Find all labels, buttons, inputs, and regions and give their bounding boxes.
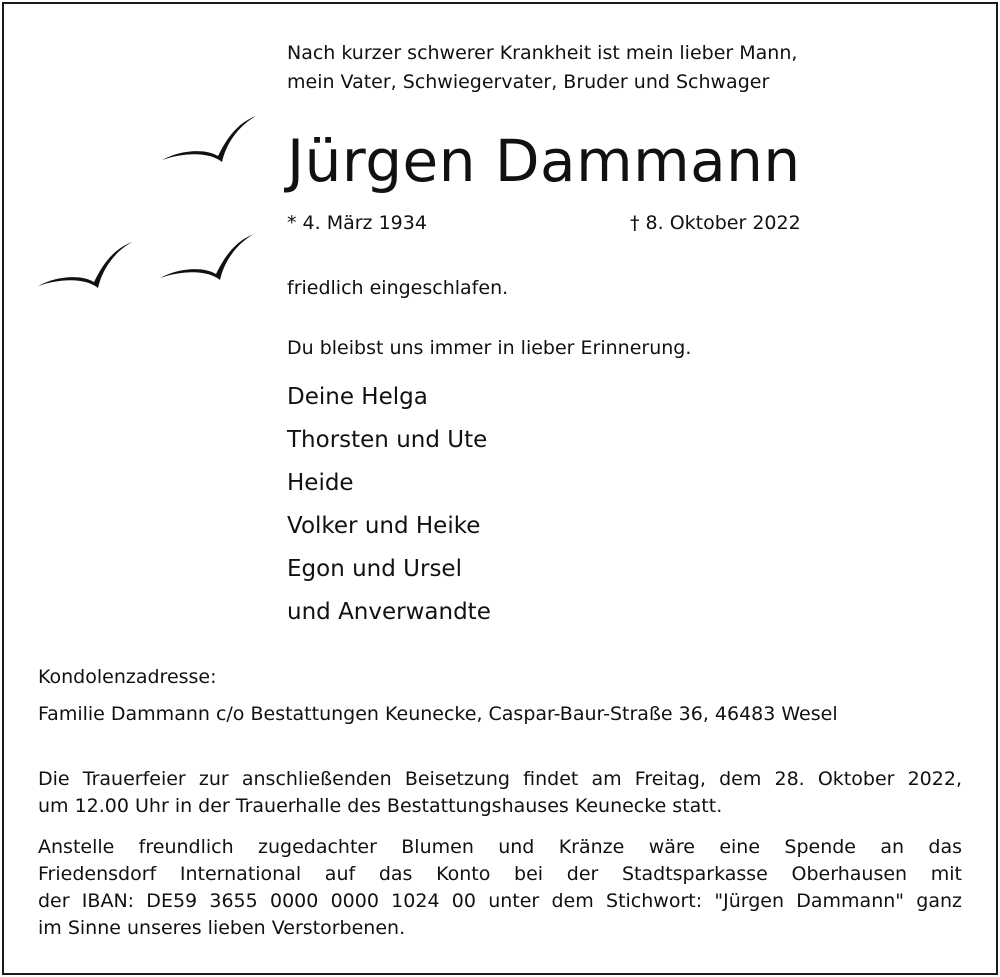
- bird-icon: [158, 230, 258, 285]
- death-date: † 8. Oktober 2022: [630, 212, 801, 234]
- bird-icon: [36, 238, 136, 293]
- funeral-info: um 12.00 Uhr in der Trauerhalle des Bestattungshauses Keunecke statt.: [38, 795, 723, 817]
- passing-text: friedlich eingeschlafen.: [287, 277, 509, 299]
- mourner-name: Egon und Ursel: [287, 556, 462, 582]
- deceased-name: Jürgen Dammann: [287, 127, 801, 195]
- condolence-address: Familie Dammann c/o Bestattungen Keunecke, Caspar-Baur-Straße 36, 46483 Wesel: [38, 703, 838, 725]
- mourner-name: Heide: [287, 470, 354, 496]
- donation-info: Friedensdorf International auf das Konto bei der Stadtsparkasse Oberhausen mit: [38, 863, 962, 885]
- mourner-name: und Anverwandte: [287, 599, 491, 625]
- birth-date: * 4. März 1934: [287, 212, 427, 234]
- funeral-info: Die Trauerfeier zur anschließenden Beisetzung findet am Freitag, dem 28. Oktober 2022,: [38, 768, 962, 790]
- intro-line: mein Vater, Schwiegervater, Bruder und Schwager: [287, 71, 770, 93]
- donation-info: Anstelle freundlich zugedachter Blumen und Kränze wäre eine Spende an das: [38, 836, 962, 858]
- remembrance-text: Du bleibst uns immer in lieber Erinnerung.: [287, 337, 692, 359]
- mourner-name: Volker und Heike: [287, 513, 481, 539]
- condolence-label: Kondolenzadresse:: [38, 666, 217, 688]
- mourner-name: Thorsten und Ute: [287, 427, 488, 453]
- donation-info: im Sinne unseres lieben Verstorbenen.: [38, 917, 406, 939]
- intro-line: Nach kurzer schwerer Krankheit ist mein lieber Mann,: [287, 42, 798, 64]
- bird-icon: [160, 112, 260, 167]
- donation-info: der IBAN: DE59 3655 0000 0000 1024 00 unter dem Stichwort: "Jürgen Dammann" ganz: [38, 890, 962, 912]
- mourner-name: Deine Helga: [287, 384, 428, 410]
